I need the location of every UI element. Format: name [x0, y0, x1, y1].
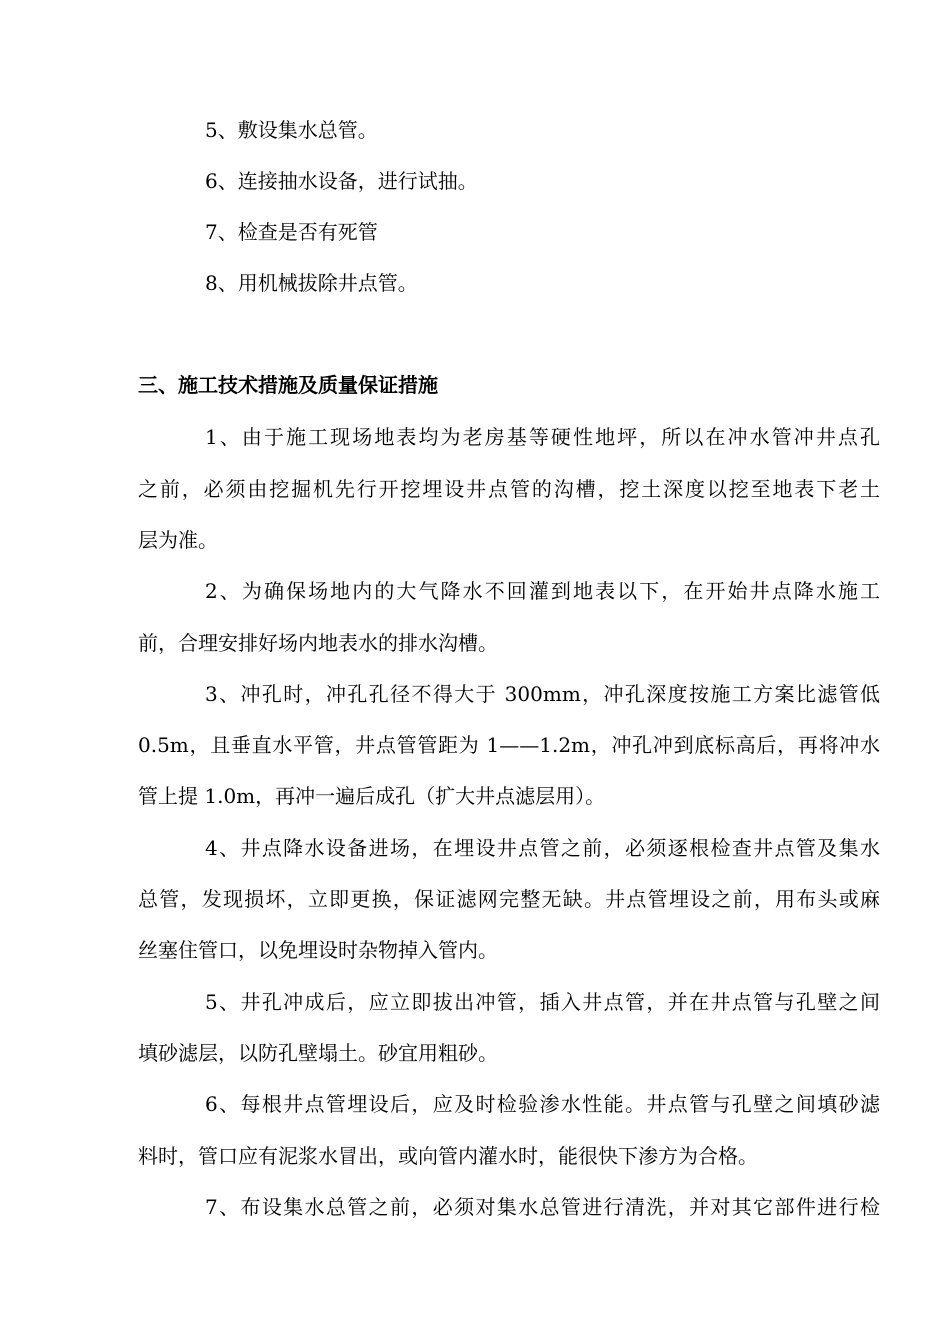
paragraph-3 — [138, 669, 880, 823]
paragraph-line: 7、布设集水总管之前，必须对集水总管进行清洗，并对其它部件进行检 — [205, 1194, 880, 1219]
paragraph-line: 之前，必须由挖掘机先行开挖埋设井点管的沟槽，挖土深度以挖至地表下老土 — [138, 476, 880, 501]
step-item-8: 8、用机械拔除井点管。 — [205, 271, 418, 295]
section-heading: 三、施工技术措施及质量保证措施 — [138, 373, 438, 397]
paragraph-line: 总管，发现损坏，立即更换，保证滤网完整无缺。井点管埋设之前，用布头或麻 — [138, 887, 880, 912]
paragraph-line: 管上提 1.0m，再冲一遍后成孔（扩大井点滤层用）。 — [138, 784, 606, 809]
paragraph-4 — [138, 823, 880, 977]
paragraph-line: 4、井点降水设备进场，在埋设井点管之前，必须逐根检查井点管及集水 — [205, 835, 880, 860]
paragraph-line: 5、井孔冲成后，应立即拔出冲管，插入井点管，并在井点管与孔壁之间 — [205, 989, 880, 1014]
paragraph-7 — [138, 1182, 880, 1233]
step-item-5: 5、敷设集水总管。 — [205, 118, 378, 142]
paragraph-line: 3、冲孔时，冲孔孔径不得大于 300mm，冲孔深度按施工方案比滤管低 — [205, 681, 880, 706]
paragraph-1 — [138, 412, 880, 566]
paragraph-line: 前，合理安排好场内地表水的排水沟槽。 — [138, 630, 498, 655]
paragraph-line: 层为准。 — [138, 527, 218, 552]
paragraph-line: 0.5m，且垂直水平管，井点管管距为 1——1.2m，冲孔冲到底标高后，再将冲水 — [138, 733, 880, 758]
paragraph-line: 6、每根井点管埋设后，应及时检验渗水性能。井点管与孔壁之间填砂滤 — [205, 1092, 880, 1117]
paragraph-5 — [138, 977, 880, 1080]
paragraph-line: 料时，管口应有泥浆水冒出，或向管内灌水时，能很快下渗方为合格。 — [138, 1143, 758, 1168]
paragraph-line: 填砂滤层，以防孔壁塌土。砂宜用粗砂。 — [138, 1040, 498, 1065]
step-item-6: 6、连接抽水设备，进行试抽。 — [205, 169, 478, 193]
paragraph-line: 1、由于施工现场地表均为老房基等硬性地坪，所以在冲水管冲井点孔 — [205, 425, 880, 450]
step-item-7: 7、检查是否有死管 — [205, 220, 378, 244]
paragraph-line: 2、为确保场地内的大气降水不回灌到地表以下，在开始井点降水施工 — [205, 579, 880, 604]
step-list — [205, 105, 880, 309]
paragraph-line: 丝塞住管口，以免埋设时杂物掉入管内。 — [138, 938, 498, 963]
paragraph-6 — [138, 1079, 880, 1182]
paragraph-2 — [138, 566, 880, 669]
section-body — [138, 412, 880, 1233]
